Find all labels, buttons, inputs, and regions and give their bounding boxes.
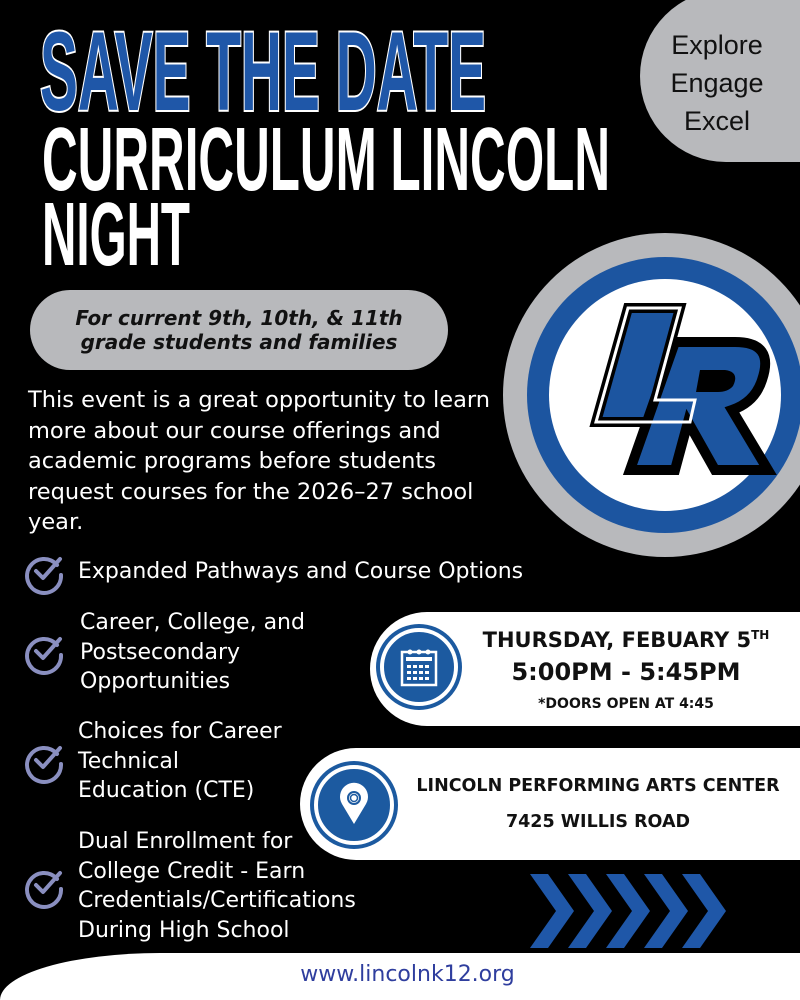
motto-engage: Engage (670, 68, 764, 98)
save-the-date-heading-wrap (36, 9, 496, 134)
motto-explore: Explore (671, 30, 763, 60)
logo-text: LR (500, 215, 521, 234)
school-logo (500, 215, 800, 560)
event-date-text: THURSDAY, FEBUARY 5 (482, 628, 752, 652)
event-date (456, 628, 796, 652)
audience-line2: grade students and families (80, 330, 398, 354)
check-circle-icon (24, 865, 66, 907)
event-title-line2: NIGHT (42, 185, 191, 285)
event-time: 5:00PM - 5:45PM (511, 658, 741, 686)
checklist-label: Choices for Career Technical Education (CTE) (78, 719, 282, 803)
checklist-item (24, 827, 356, 945)
save-the-date-heading: SAVE THE DATE (40, 9, 486, 134)
checklist-label: Dual Enrollment for College Credit - Earn Credentials/Certifications During High School (78, 829, 356, 943)
event-date-pill (370, 612, 800, 726)
checklist-label: Expanded Pathways and Course Options (78, 559, 524, 585)
location-address: 7425 WILLIS ROAD (505, 812, 691, 832)
motto-excel: Excel (683, 106, 751, 136)
date-suffix: TH (751, 628, 770, 642)
checklist-item (24, 551, 523, 593)
check-circle-icon (24, 551, 66, 593)
event-title-line1: CURRICULUM LINCOLN (42, 110, 610, 210)
event-location-pill (300, 748, 800, 860)
location-name: LINCOLN PERFORMING ARTS CENTER (416, 776, 780, 796)
checklist-item (24, 717, 282, 806)
chevrons-decoration (530, 870, 730, 952)
checklist-item (24, 608, 305, 697)
website-link[interactable]: www.lincolnk12.org (300, 962, 515, 987)
checklist-label: Career, College, and Postsecondary Opportunities (80, 610, 305, 694)
map-pin-icon (314, 765, 394, 845)
doors-open-note: *DOORS OPEN AT 4:45 (538, 696, 714, 712)
check-circle-icon (24, 740, 66, 782)
audience-pill (30, 290, 448, 370)
event-title-line2-wrap (40, 185, 200, 285)
motto-badge (640, 0, 800, 162)
calendar-icon (380, 628, 458, 706)
audience-line1: For current 9th, 10th, & 11th (75, 306, 403, 330)
check-circle-icon (24, 631, 66, 673)
event-description: This event is a great opportunity to learn more about our course offerings and academic programs before students request courses for the 2026–27 school year. (28, 387, 491, 535)
